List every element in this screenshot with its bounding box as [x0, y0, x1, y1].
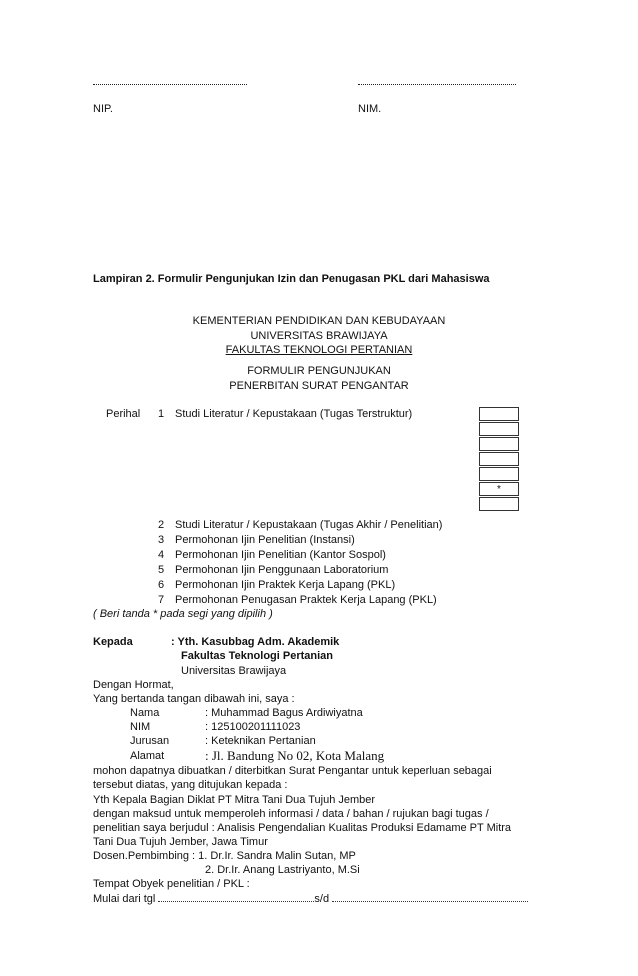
recipient-line-2: Fakultas Teknologi Pertanian	[181, 650, 333, 662]
ministry-name: KEMENTERIAN PENDIDIKAN DAN KEBUDAYAAN	[192, 315, 446, 327]
perihal-label: Perihal	[106, 408, 141, 420]
paragraph-line: Tani Dua Tujuh Jember, Jawa Timur	[93, 836, 268, 848]
checkbox-3[interactable]	[479, 437, 519, 451]
checkbox-7[interactable]	[479, 497, 519, 511]
date-range-line	[93, 893, 528, 905]
appendix-title: Lampiran 2. Formulir Pengunjukan Izin dan Penugasan PKL dari Mahasiswa	[93, 273, 490, 285]
field-value: : Muhammad Bagus Ardiwiyatna	[205, 707, 363, 719]
signature-line-left	[93, 83, 247, 85]
start-date-field[interactable]	[158, 900, 314, 902]
perihal-item-text: Permohonan Ijin Penelitian (Instansi)	[175, 534, 355, 546]
signature-line-right	[358, 83, 516, 85]
field-label: Jurusan	[130, 735, 170, 747]
perihal-item-number: 5	[158, 564, 165, 576]
form-title: FORMULIR PENGUNJUKAN	[247, 365, 391, 377]
perihal-item-text: Permohonan Ijin Penelitian (Kantor Sospol)	[175, 549, 386, 561]
start-date-label: Mulai dari tgl	[93, 893, 156, 905]
field-value: : Keteknikan Pertanian	[205, 735, 316, 747]
until-label: s/d	[314, 893, 330, 905]
intro-text: Yang bertanda tangan dibawah ini, saya :	[93, 693, 295, 705]
checkbox-5[interactable]	[479, 467, 519, 481]
recipient-line-3: Universitas Brawijaya	[181, 665, 287, 677]
perihal-item-number: 2	[158, 519, 165, 531]
research-location-label: Tempat Obyek penelitian / PKL :	[93, 878, 250, 890]
recipient-line-1: : Yth. Kasubbag Adm. Akademik	[171, 636, 340, 648]
field-label: Alamat	[130, 750, 165, 762]
field-label: Nama	[130, 707, 160, 719]
checkbox-4[interactable]	[479, 452, 519, 466]
greeting: Dengan Hormat,	[93, 679, 174, 691]
perihal-item-number: 1	[158, 408, 165, 420]
perihal-item-text: Studi Literatur / Kepustakaan (Tugas Terstruktur)	[175, 408, 413, 420]
perihal-item-number: 3	[158, 534, 165, 546]
field-value: : Jl. Bandung No 02, Kota Malang	[205, 748, 385, 763]
paragraph-line: dengan maksud untuk memperoleh informasi / data / bahan / rujukan bagi tugas /	[93, 808, 489, 820]
field-label: NIM	[130, 721, 151, 733]
paragraph-line: penelitian saya berjudul : Analisis Pengendalian Kualitas Produksi Edamame PT Mitra	[93, 822, 512, 834]
perihal-item-text: Permohonan Ijin Praktek Kerja Lapang (PKL)	[175, 579, 396, 591]
university-name: UNIVERSITAS BRAWIJAYA	[250, 330, 388, 342]
checkbox-1[interactable]	[479, 407, 519, 421]
perihal-item-number: 4	[158, 549, 165, 561]
perihal-item-text: Permohonan Penugasan Praktek Kerja Lapang (PKL)	[175, 594, 437, 606]
form-subtitle: PENERBITAN SURAT PENGANTAR	[229, 380, 409, 392]
paragraph-line: mohon dapatnya dibuatkan / diterbitkan Surat Pengantar untuk keperluan sebagai	[93, 765, 492, 777]
checkbox-2[interactable]	[479, 422, 519, 436]
end-date-field[interactable]	[332, 900, 528, 902]
kepada-label: Kepada	[93, 636, 133, 648]
supervisor-line-1: Dosen.Pembimbing : 1. Dr.Ir. Sandra Malin Sutan, MP	[93, 850, 356, 862]
nim-label: NIM.	[358, 103, 382, 115]
supervisor-line-2: 2. Dr.Ir. Anang Lastriyanto, M.Si	[205, 864, 360, 876]
perihal-item-text: Studi Literatur / Kepustakaan (Tugas Akhir / Penelitian)	[175, 519, 443, 531]
perihal-item-number: 7	[158, 594, 165, 606]
perihal-item-text: Permohonan Ijin Penggunaan Laboratorium	[175, 564, 389, 576]
nip-label: NIP.	[93, 103, 113, 115]
checkbox-instruction: ( Beri tanda * pada segi yang dipilih )	[93, 608, 273, 620]
field-value: : 125100201111023	[205, 721, 301, 733]
paragraph-line: tersebut diatas, yang ditujukan kepada :	[93, 779, 288, 791]
faculty-name: FAKULTAS TEKNOLOGI PERTANIAN	[225, 344, 413, 356]
paragraph-line: Yth Kepala Bagian Diklat PT Mitra Tani Dua Tujuh Jember	[93, 794, 376, 806]
perihal-item-number: 6	[158, 579, 165, 591]
checkbox-6[interactable]: *	[479, 482, 519, 496]
